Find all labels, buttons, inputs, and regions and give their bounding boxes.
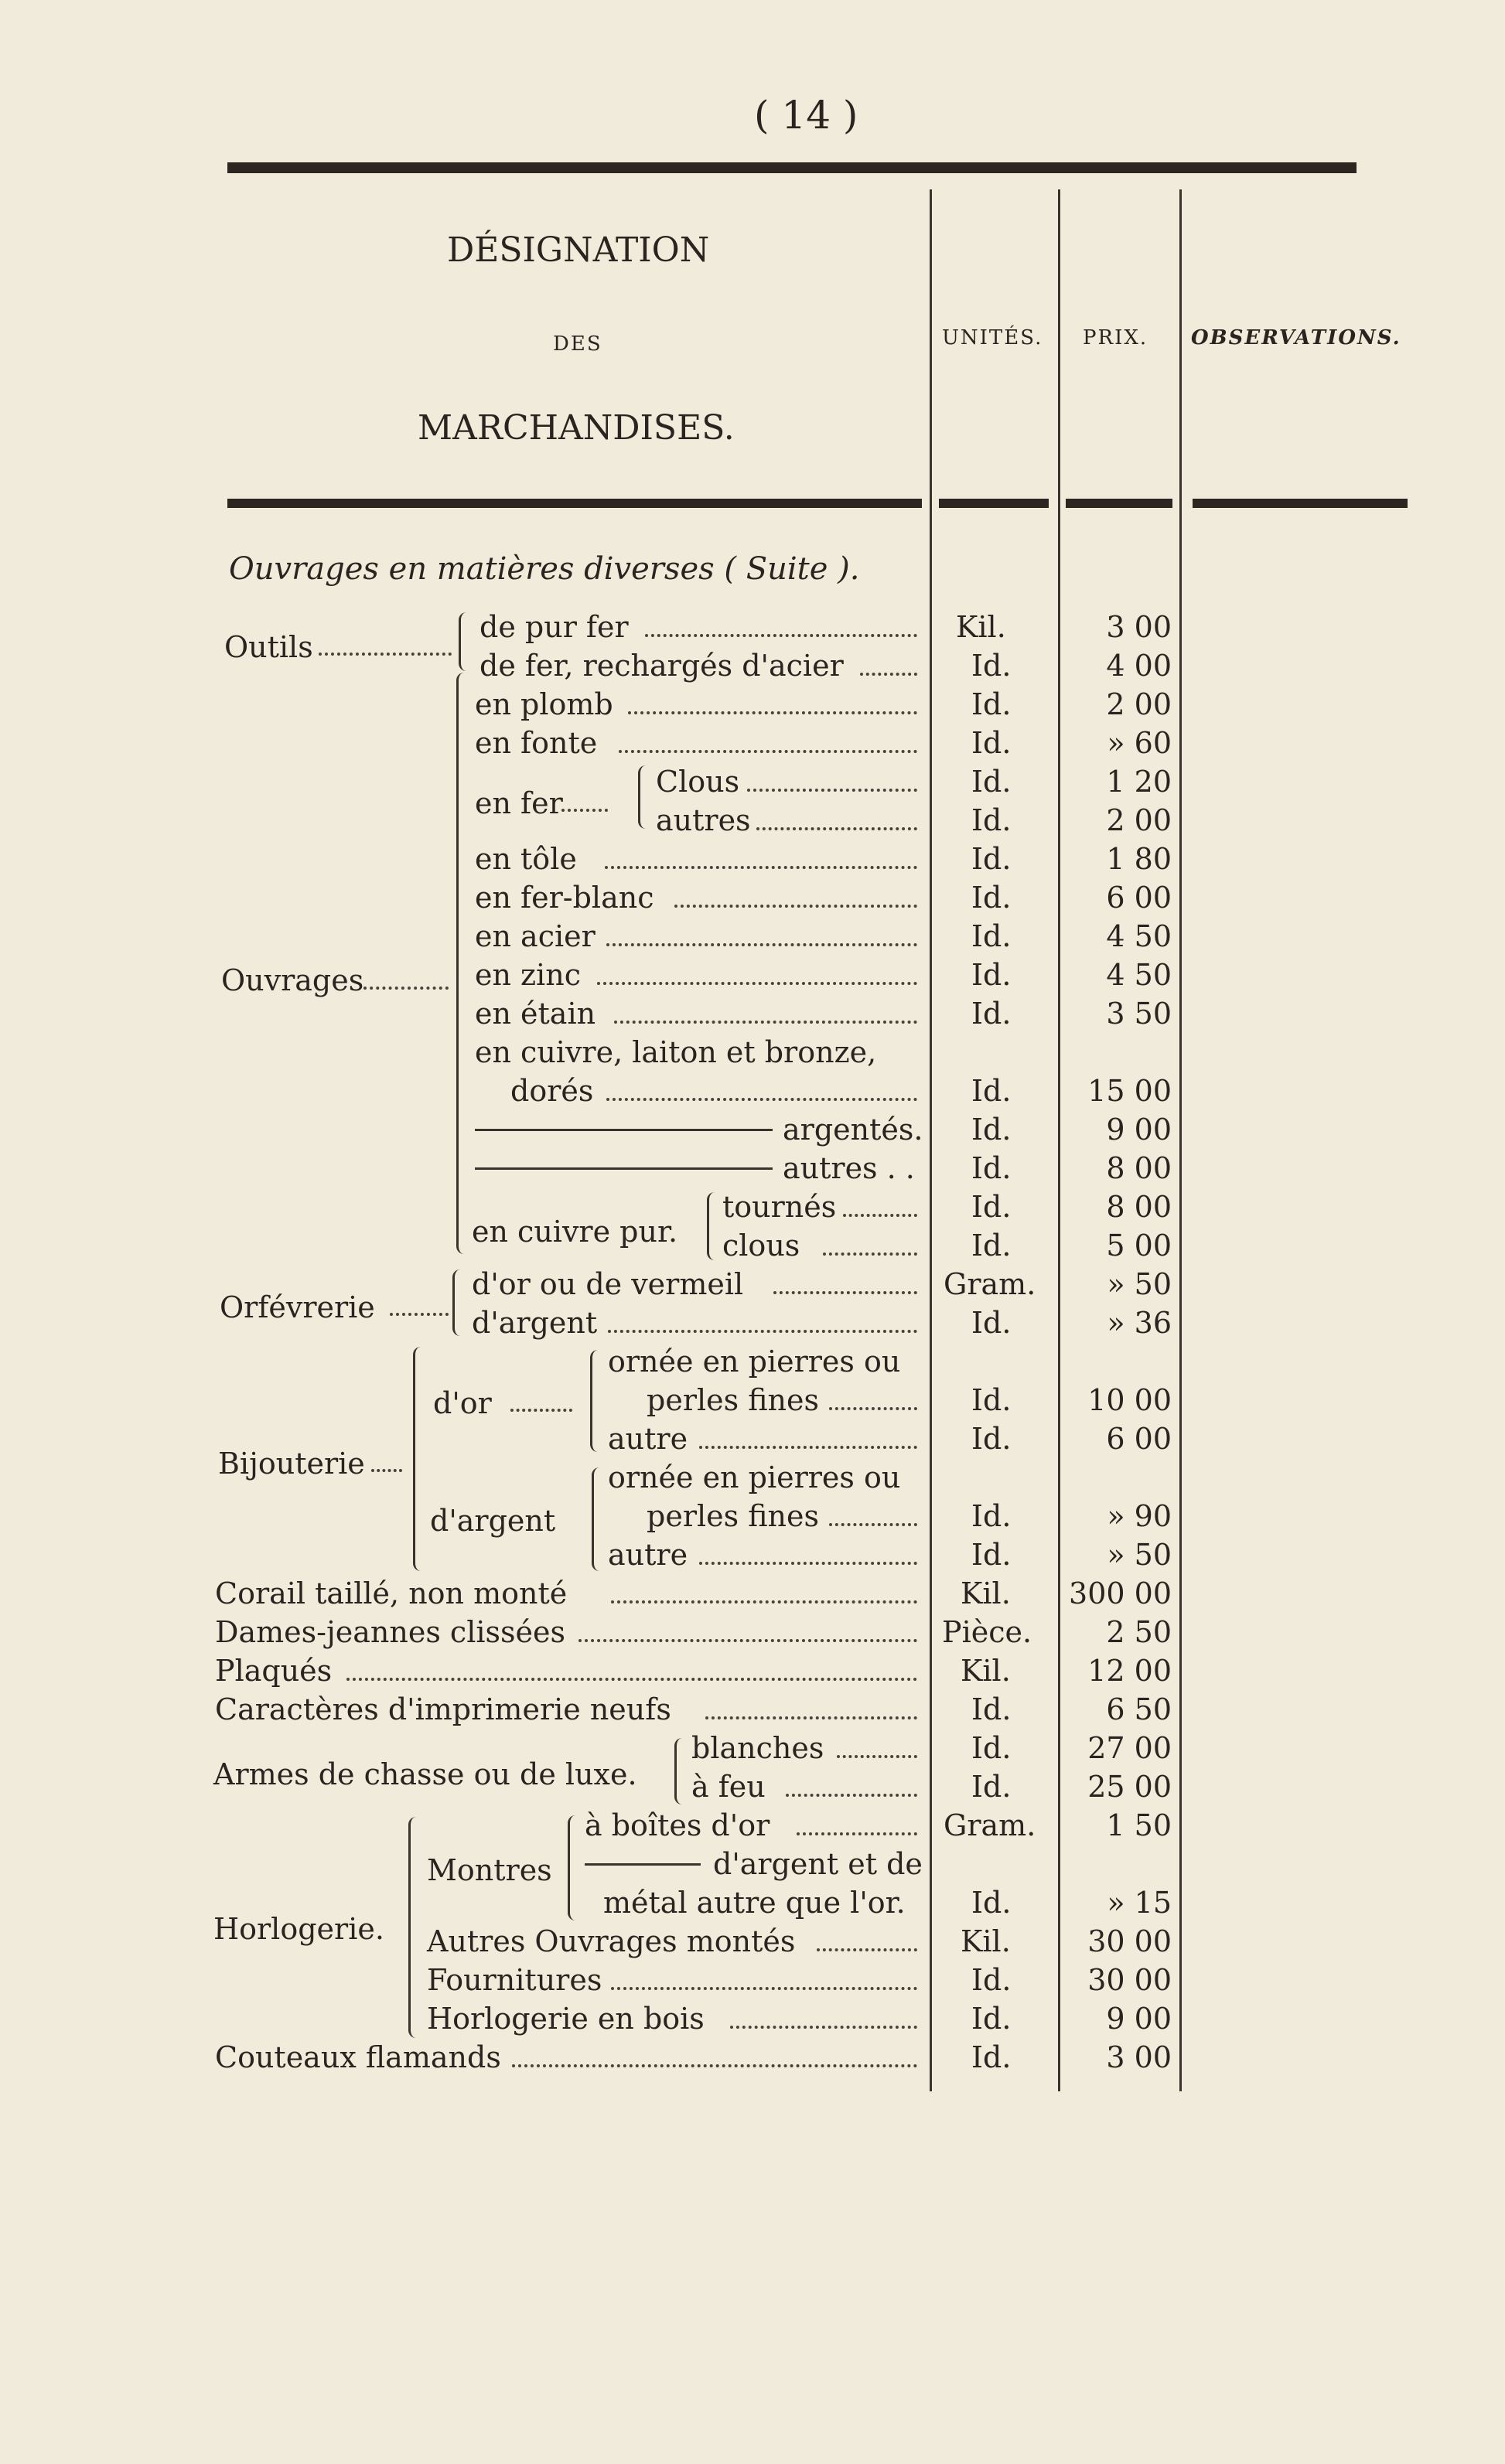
header-unites: UNITÉS. — [942, 326, 1043, 349]
leader — [730, 2026, 917, 2029]
leader — [843, 1214, 917, 1217]
unit-cell: Id. — [971, 2040, 1012, 2074]
leader — [773, 1291, 917, 1294]
row-label: en fonte — [475, 726, 598, 760]
row-label: Caractères d'imprimerie neufs — [215, 1692, 671, 1726]
price-cell: 8 00 — [1106, 1151, 1172, 1185]
unit-cell: Id. — [971, 1229, 1012, 1263]
ditto-line — [475, 1167, 773, 1170]
leader — [606, 943, 917, 946]
header-prix: PRIX. — [1083, 326, 1148, 349]
row-label: en cuivre, laiton et bronze, — [475, 1035, 877, 1069]
unit-cell: Id. — [971, 1190, 1012, 1224]
unit-cell: Id. — [971, 1770, 1012, 1804]
leader — [817, 1948, 917, 1951]
row-label: métal autre que l'or. — [603, 1886, 906, 1920]
unit-cell: Id. — [971, 2002, 1012, 2036]
leader — [756, 827, 917, 830]
leader — [786, 1794, 917, 1797]
header-rule-price — [1066, 499, 1172, 508]
column-rule-price — [1058, 189, 1060, 2091]
unit-cell: Id. — [971, 1151, 1012, 1185]
leader — [611, 1987, 917, 1990]
unit-cell: Id. — [971, 1499, 1012, 1533]
page-number: ( 14 ) — [754, 93, 858, 138]
unit-cell: Id. — [971, 687, 1012, 721]
leader — [705, 1716, 917, 1719]
row-label: Plaqués — [215, 1654, 333, 1688]
row-label: en étain — [475, 997, 596, 1031]
price-cell: 10 00 — [1087, 1383, 1172, 1417]
row-label: Horlogerie en bois — [427, 2002, 705, 2036]
unit-cell: Kil. — [961, 1924, 1011, 1958]
row-label: dorés — [510, 1074, 594, 1108]
row-label: Dames-jeannes clissées — [215, 1615, 565, 1649]
price-cell: » 36 — [1107, 1306, 1172, 1340]
price-cell: » 90 — [1107, 1499, 1172, 1533]
group-en-fer-leader — [561, 809, 608, 812]
unit-cell: Id. — [971, 1113, 1012, 1147]
header-rule-observations — [1193, 499, 1408, 508]
price-cell: 9 00 — [1106, 2002, 1172, 2036]
group-outils: Outils — [224, 630, 313, 664]
leader — [611, 1600, 917, 1603]
price-cell: 300 00 — [1069, 1576, 1172, 1610]
row-label: Corail taillé, non monté — [215, 1576, 568, 1610]
price-cell: 12 00 — [1087, 1654, 1172, 1688]
price-cell: 3 00 — [1106, 610, 1172, 644]
leader — [614, 1021, 917, 1024]
unit-cell: Id. — [971, 1886, 1012, 1920]
leader — [628, 711, 917, 714]
row-label: tournés — [722, 1190, 837, 1224]
row-label: perles fines — [647, 1383, 820, 1417]
unit-cell: Kil. — [961, 1654, 1011, 1688]
price-cell: 30 00 — [1087, 1924, 1172, 1958]
row-label: autre — [608, 1422, 688, 1456]
section-title: Ouvrages en matières diverses ( Suite ). — [229, 551, 860, 587]
row-label: ornée en pierres ou — [608, 1460, 901, 1494]
row-label: d'or ou de vermeil — [472, 1267, 744, 1301]
brace-d-or — [590, 1350, 603, 1452]
header-designation: DÉSIGNATION — [447, 230, 710, 270]
price-cell: 2 50 — [1106, 1615, 1172, 1649]
top-rule — [227, 162, 1357, 173]
unit-cell: Id. — [971, 726, 1012, 760]
header-rule-designation — [227, 499, 922, 508]
row-label: en fer-blanc — [475, 881, 654, 915]
group-ouvrages-leader — [363, 987, 449, 990]
unit-cell: Id. — [971, 1692, 1012, 1726]
price-cell: » 60 — [1107, 726, 1172, 760]
row-label: Autres Ouvrages montés — [427, 1924, 796, 1958]
leader — [645, 634, 917, 637]
leader — [605, 866, 917, 869]
unit-cell: Id. — [971, 1074, 1012, 1108]
leader — [619, 750, 917, 753]
leader — [597, 982, 917, 985]
header-marchandises: MARCHANDISES. — [418, 408, 735, 448]
price-cell: 9 00 — [1106, 1113, 1172, 1147]
row-label: ornée en pierres ou — [608, 1344, 901, 1379]
price-cell: 1 80 — [1106, 842, 1172, 876]
leader — [747, 789, 917, 792]
brace-d-argent — [592, 1467, 605, 1571]
row-label: Fournitures — [427, 1963, 602, 1997]
ditto-line — [475, 1129, 773, 1131]
unit-cell: Id. — [971, 1731, 1012, 1765]
unit-cell: Gram. — [944, 1267, 1036, 1301]
ditto-line — [585, 1863, 701, 1866]
header-observations: OBSERVATIONS. — [1191, 326, 1401, 349]
group-horlogerie: Horlogerie. — [213, 1912, 384, 1946]
group-outils-leader — [319, 653, 452, 656]
group-bijouterie-leader — [371, 1469, 402, 1472]
price-cell: » 50 — [1107, 1538, 1172, 1572]
price-cell: 2 00 — [1106, 687, 1172, 721]
row-label: Couteaux flamands — [215, 2040, 501, 2074]
price-cell: 6 00 — [1106, 881, 1172, 915]
row-label: d'argent et de — [713, 1847, 923, 1881]
price-cell: 1 50 — [1106, 1808, 1172, 1842]
leader — [606, 1098, 917, 1101]
unit-cell: Id. — [971, 1963, 1012, 1997]
unit-cell: Id. — [971, 881, 1012, 915]
row-label: à boîtes d'or — [585, 1808, 770, 1842]
row-label: en tôle — [475, 842, 577, 876]
unit-cell: Id. — [971, 919, 1012, 953]
unit-cell: Id. — [971, 842, 1012, 876]
row-label: Clous — [656, 765, 740, 799]
leader — [512, 2064, 917, 2067]
row-label: de pur fer — [479, 610, 629, 644]
price-cell: 3 00 — [1106, 2040, 1172, 2074]
group-orfevrerie: Orfévrerie — [220, 1290, 375, 1324]
row-label: en zinc — [475, 958, 581, 992]
unit-cell: Id. — [971, 649, 1012, 683]
unit-cell: Kil. — [961, 1576, 1011, 1610]
brace-horlogerie — [408, 1817, 421, 2038]
brace-orfevrerie — [452, 1269, 466, 1336]
row-label: d'argent — [472, 1306, 598, 1340]
unit-cell: Id. — [971, 1538, 1012, 1572]
row-label: en acier — [475, 919, 596, 953]
group-en-fer: en fer — [475, 786, 563, 820]
group-montres: Montres — [427, 1853, 552, 1887]
leader — [674, 905, 917, 908]
leader — [823, 1252, 917, 1256]
group-armes: Armes de chasse ou de luxe. — [213, 1757, 637, 1791]
price-cell: 30 00 — [1087, 1963, 1172, 1997]
group-en-cuivre-pur: en cuivre pur. — [472, 1215, 678, 1249]
price-cell: 25 00 — [1087, 1770, 1172, 1804]
brace-en-cuivre-pur — [707, 1192, 720, 1260]
leader — [699, 1562, 917, 1565]
leader — [829, 1523, 917, 1526]
row-label: autre — [608, 1538, 688, 1572]
header-des: DES — [553, 332, 602, 356]
row-label: de fer, rechargés d'acier — [479, 649, 844, 683]
leader — [797, 1832, 917, 1835]
brace-outils — [459, 612, 472, 671]
brace-armes — [674, 1738, 688, 1805]
price-cell: 4 00 — [1106, 649, 1172, 683]
brace-bijouterie — [413, 1347, 426, 1571]
price-cell: 8 00 — [1106, 1190, 1172, 1224]
leader — [837, 1755, 917, 1758]
unit-cell: Id. — [971, 765, 1012, 799]
brace-en-fer — [638, 765, 651, 829]
row-label: perles fines — [647, 1499, 820, 1533]
leader — [346, 1678, 917, 1681]
group-bijouterie: Bijouterie — [218, 1447, 365, 1481]
row-label: blanches — [691, 1731, 824, 1765]
unit-cell: Id. — [971, 1422, 1012, 1456]
column-rule-units — [930, 189, 932, 2091]
group-ouvrages: Ouvrages — [221, 963, 364, 997]
price-cell: 3 50 — [1106, 997, 1172, 1031]
row-label: argentés. — [783, 1113, 923, 1147]
leader — [699, 1446, 917, 1449]
row-label: autres . . — [783, 1151, 915, 1185]
row-label: en plomb — [475, 687, 613, 721]
column-rule-observations — [1179, 189, 1182, 2091]
unit-cell: Id. — [971, 997, 1012, 1031]
price-cell: 27 00 — [1087, 1731, 1172, 1765]
price-cell: 15 00 — [1087, 1074, 1172, 1108]
brace-ouvrages — [456, 673, 469, 1254]
leader — [608, 1330, 917, 1333]
price-cell: 4 50 — [1106, 958, 1172, 992]
price-cell: 4 50 — [1106, 919, 1172, 953]
unit-cell: Id. — [971, 803, 1012, 837]
group-orfevrerie-leader — [390, 1313, 449, 1316]
row-label: à feu — [691, 1770, 766, 1804]
unit-cell: Pièce. — [942, 1615, 1032, 1649]
price-cell: 2 00 — [1106, 803, 1172, 837]
group-d-argent: d'argent — [430, 1504, 556, 1538]
row-label: clous — [722, 1229, 800, 1263]
unit-cell: Gram. — [944, 1808, 1036, 1842]
group-d-or-leader — [510, 1409, 572, 1412]
leader — [829, 1407, 917, 1410]
leader — [578, 1639, 917, 1642]
price-cell: 1 20 — [1106, 765, 1172, 799]
unit-cell: Kil. — [956, 610, 1006, 644]
header-rule-units — [939, 499, 1049, 508]
price-cell: 5 00 — [1106, 1229, 1172, 1263]
brace-montres — [568, 1815, 581, 1920]
price-cell: » 50 — [1107, 1267, 1172, 1301]
leader — [860, 673, 917, 676]
unit-cell: Id. — [971, 1306, 1012, 1340]
unit-cell: Id. — [971, 1383, 1012, 1417]
unit-cell: Id. — [971, 958, 1012, 992]
group-d-or: d'or — [433, 1386, 492, 1420]
price-cell: 6 50 — [1106, 1692, 1172, 1726]
price-cell: » 15 — [1107, 1886, 1172, 1920]
price-cell: 6 00 — [1106, 1422, 1172, 1456]
row-label: autres — [656, 803, 751, 837]
